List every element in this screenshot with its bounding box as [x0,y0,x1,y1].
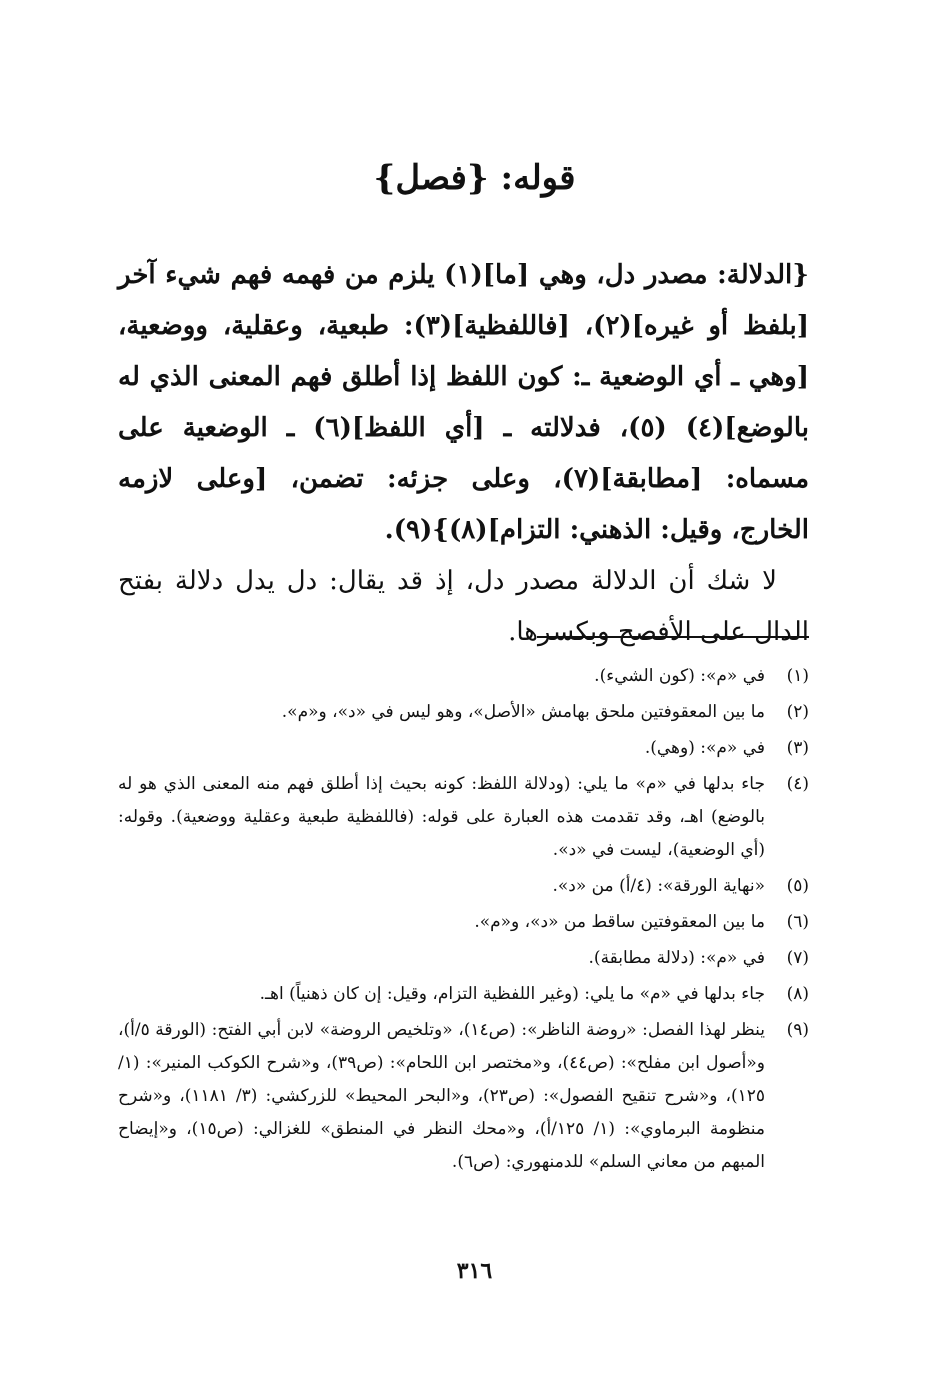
footnote-number: (٥) [786,876,809,896]
footnote-item [118,660,809,693]
section-heading: قوله: {فصل} [373,158,576,198]
footnote-text: «نهاية الورقة»: (٤/أ) من «د». [552,876,765,896]
footnote-number: (١) [786,666,809,686]
footnotes-list [118,660,809,1182]
footnote-item [118,870,809,903]
footnote-number: (٩) [786,1020,809,1040]
footnote-item [118,906,809,939]
footnote-item [118,768,809,867]
footnote-text: في «م»: (كون الشيء). [594,666,765,686]
commentary-paragraph: لا شك أن الدلالة مصدر دل، إذ قد يقال: دل يدل دلالة بفتح الدال على الأفصح وبكسرها. [118,566,809,647]
footnote-item [118,978,809,1011]
footnote-item [118,732,809,765]
footnote-number: (٢) [786,702,809,722]
footnote-text: ما بين المعقوفتين ساقط من «د»، و«م». [474,912,765,932]
footnote-text: في «م»: (وهي). [644,738,765,758]
footnote-text: ما بين المعقوفتين ملحق بهامش «الأصل»، وهو ليس في «د»، و«م». [281,702,765,722]
footnote-number: (٧) [786,948,809,968]
footnote-item [118,942,809,975]
footnote-number: (٣) [786,738,809,758]
footnote-text: في «م»: (دلالة مطابقة). [588,948,765,968]
footnote-number: (٤) [786,774,809,794]
footnote-text: جاء بدلها في «م» ما يلي: (وغير اللفظية التزام، وقيل: إن كان ذهنياً) اهـ. [259,984,765,1004]
footnote-number: (٦) [786,912,809,932]
quoted-passage: {الدلالة: مصدر دل، وهي [ما](١) يلزم من فهمه فهم شيء آخر [بلفظ أو غيره](٢)، [فاللفظية](٣): طبعية، وعقلية، ووضعية، [وهي ـ أي الوضعية ـ: كون اللفظ إذا أطلق فهم المعنى الذي له بالوضع](٤) (٥)، فدلالته ـ [أي اللفظ](٦) ـ الوضعية على مسماه: [مطابقة](٧)، وعلى جزئه: تضمن، [وعلى لازمه الخارج، وقيل: الذهني: التزام](٨)}(٩). [118,260,809,545]
page-number: ٣١٦ [456,1258,493,1284]
footnote-text: ينظر لهذا الفصل: «روضة الناظر»: (ص١٤)، «وتلخيص الروضة» لابن أبي الفتح: (الورقة ٥/أ)، و«أصول ابن مفلح»: (ص٤٤)، و«مختصر ابن اللحام»: (ص٣٩)، و«شرح الكوكب المنير»: (١/ ١٢٥)، و«شرح تنقيح الفصول»: (ص٢٣)، و«البحر المحيط» للزركشي: (٣/ ١١٨١)، و«شرح منظومة البرماوي»: (١/ ١٢٥/أ)، و«محك النظر في المنطق» للغزالي: (ص١٥)، و«إيضاح المبهم من معاني السلم» للدمنهوري: (ص٦). [118,1020,766,1172]
footnote-text: جاء بدلها في «م» ما يلي: (ودلالة اللفظ: كونه بحيث إذا أطلق فهم منه المعنى الذي هو له بالوضع) اهـ، وقد تقدمت هذه العبارة على قوله: (فاللفظية طبعية وعقلية ووضعية). وقوله: (أي الوضعية)، ليست في «د». [118,774,765,860]
footnote-item [118,696,809,729]
main-text-block [118,250,809,658]
footnote-number: (٨) [786,984,809,1004]
footnote-item [118,1014,809,1179]
footnote-separator [537,636,809,638]
